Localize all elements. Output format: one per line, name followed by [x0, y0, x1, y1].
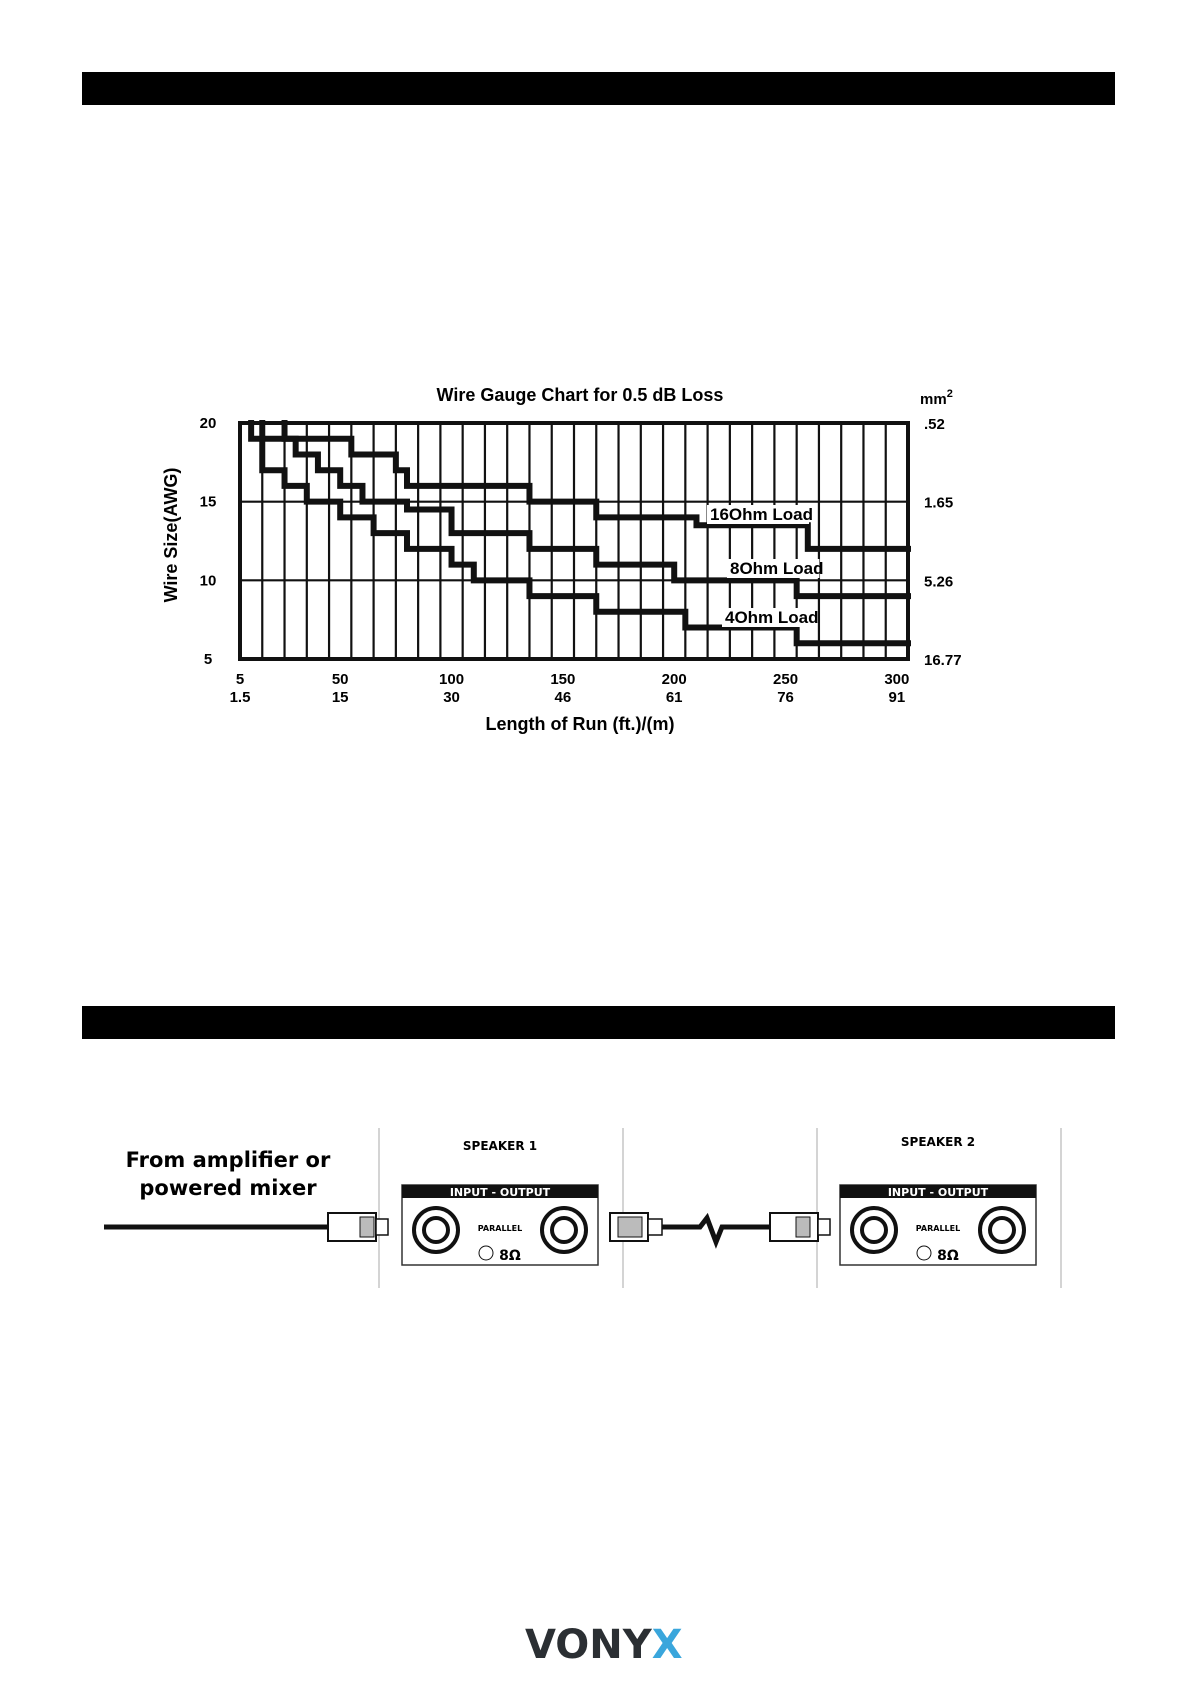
y-axis-label: Wire Size(AWG) [161, 467, 181, 603]
y2-axis-unit: $mm^2$ [920, 388, 953, 408]
y2-tick-label: 5.26 [924, 573, 954, 591]
logo-wordmark: VONYX [525, 1622, 683, 1668]
link-cable [662, 1218, 770, 1242]
x-tick-label-m: 46 [554, 689, 572, 706]
y2-tick-label: .52 [924, 416, 945, 433]
series-label-2: 8Ohm Load [730, 559, 824, 578]
chart-series [251, 423, 908, 643]
y-tick-label: 5 [203, 651, 213, 668]
x-tick-label-m: 15 [331, 689, 349, 706]
section-header-bar-middle [82, 1006, 1115, 1039]
speaker-1-impedance: 8Ω [499, 1248, 521, 1264]
speaker-1-panel [402, 1139, 598, 1265]
speaker-2-impedance: 8Ω [937, 1248, 959, 1264]
speaker-2-panel [840, 1135, 1036, 1265]
y-tick-label: 15 [199, 493, 217, 511]
source-label-line1: From amplifier or [125, 1148, 331, 1172]
speaker-1-name: SPEAKER 1 [462, 1139, 538, 1153]
section-header-bar-top [82, 72, 1115, 105]
chart-tick-labels [200, 415, 962, 706]
x-tick-label-ft: 150 [550, 671, 576, 688]
vonyx-logo [525, 1620, 685, 1666]
y-tick-label: 10 [199, 572, 217, 590]
y2-tick-label: 1.65 [924, 494, 954, 512]
x-tick-label-m: 76 [777, 689, 794, 706]
speaker-2-panel-label: INPUT - OUTPUT [887, 1186, 989, 1199]
series-label-1: 16Ohm Load [710, 505, 813, 524]
x-tick-label-ft: 100 [439, 671, 465, 688]
speakon-plug-link-in [770, 1213, 830, 1241]
speaker-2-name: SPEAKER 2 [900, 1135, 976, 1149]
x-tick-label-ft: 300 [884, 671, 910, 688]
x-axis-label: Length of Run (ft.)/(m) [485, 714, 675, 734]
x-tick-label-m: 1.5 [229, 689, 251, 706]
x-tick-label-m: 91 [888, 689, 906, 706]
speaker-connection-diagram [0, 1120, 1191, 1300]
x-tick-label-m: 61 [665, 689, 683, 706]
speaker-1-parallel-label: PARALLEL [477, 1224, 523, 1233]
source-label-line2: powered mixer [139, 1176, 317, 1200]
chart-title: Wire Gauge Chart for 0.5 dB Loss [436, 385, 724, 405]
x-tick-label-ft: 5 [235, 671, 245, 688]
speakon-plug-link-out [610, 1213, 662, 1241]
x-tick-label-ft: 50 [331, 671, 349, 688]
x-tick-label-m: 30 [443, 689, 460, 706]
wire-gauge-chart [0, 370, 1191, 770]
x-tick-label-ft: 200 [661, 671, 687, 688]
series-label-3: 4Ohm Load [725, 608, 819, 627]
speaker-1-panel-label: INPUT - OUTPUT [449, 1186, 551, 1199]
x-tick-label-ft: 250 [773, 671, 799, 688]
y-tick-label: 20 [199, 415, 217, 432]
y2-tick-label: 16.77 [924, 652, 962, 669]
speaker-2-parallel-label: PARALLEL [915, 1224, 961, 1233]
